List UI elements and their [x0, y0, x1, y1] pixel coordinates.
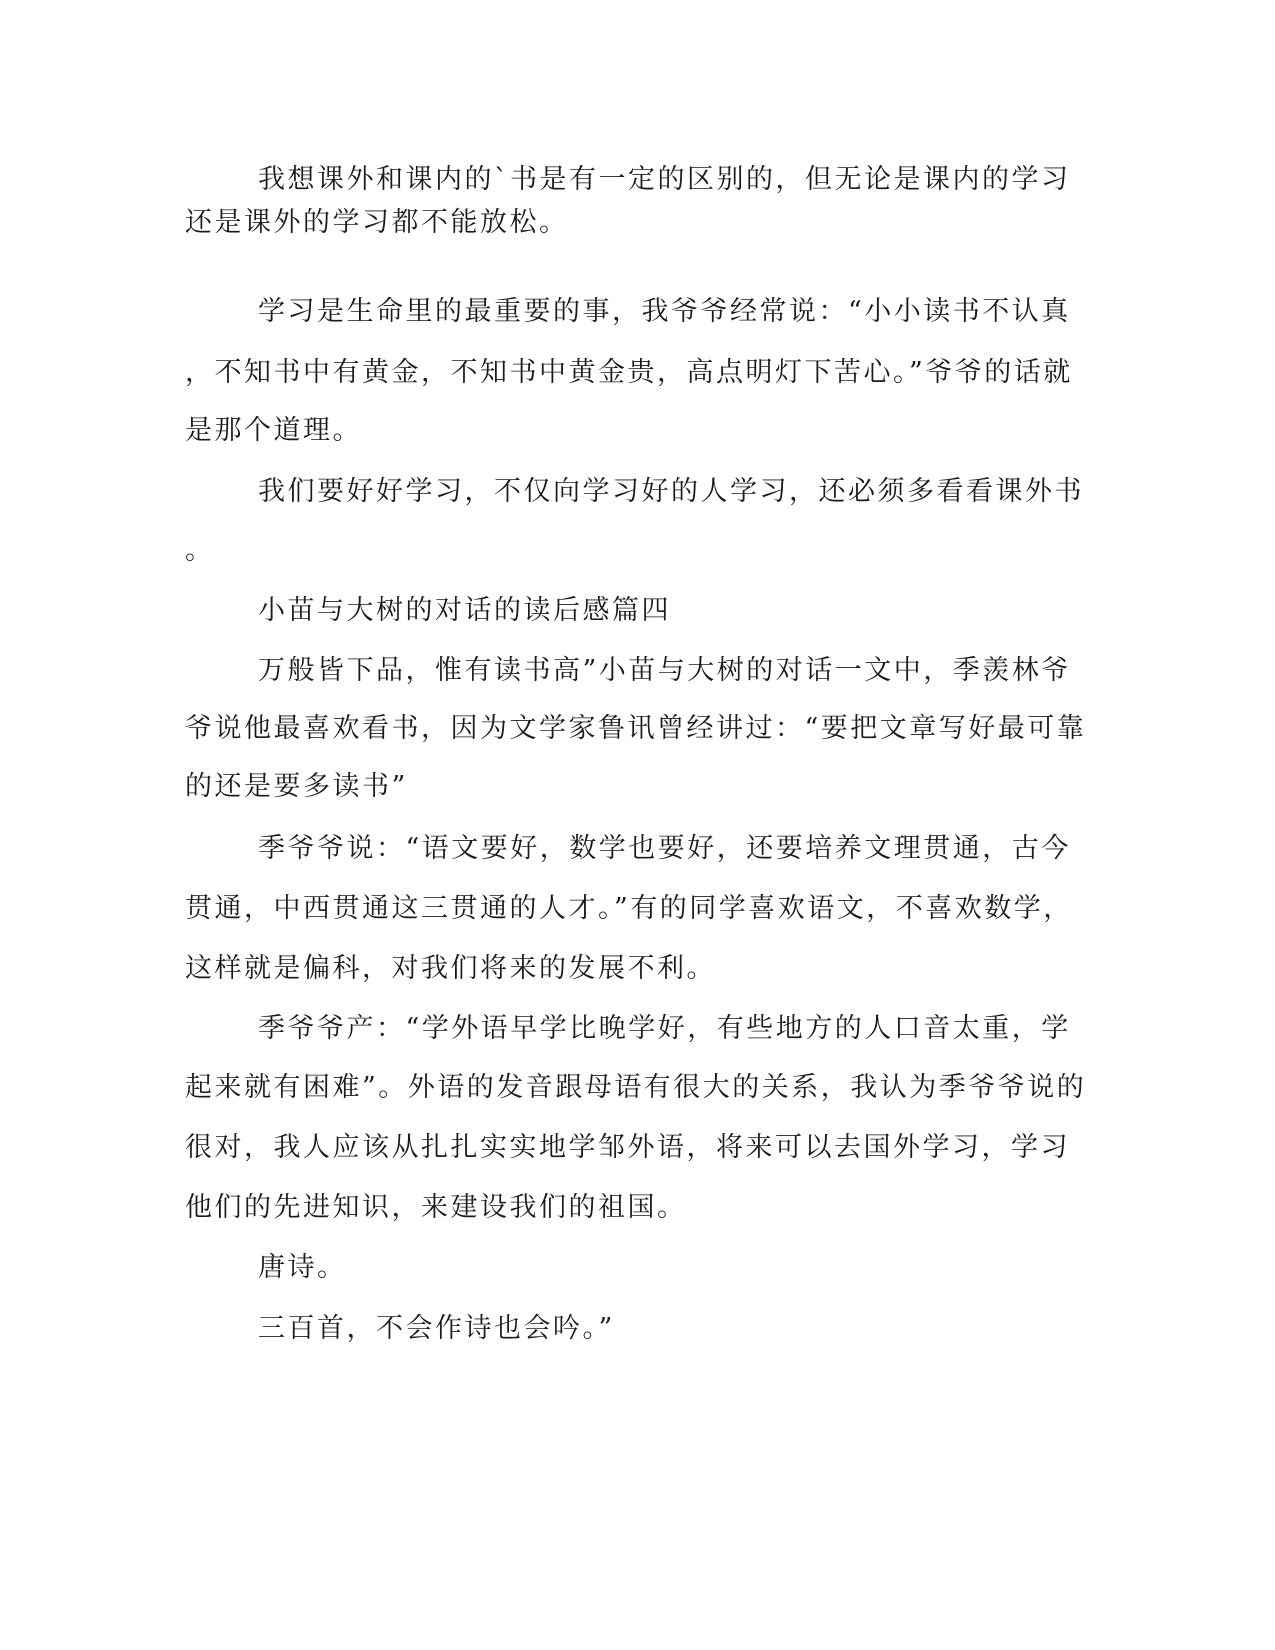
section-heading: 小苗与大树的对话的读后感篇四 [258, 595, 671, 626]
paragraph-line: ，不知书中有黄金，不知书中黄金贵，高点明灯下苦心。”爷爷的话就 [185, 357, 1073, 388]
paragraph-line: 是那个道理。 [185, 415, 362, 446]
paragraph-line: 很对，我人应该从扎扎实实地学邹外语，将来可以去国外学习，学习 [185, 1132, 1070, 1163]
paragraph-line: 唐诗。 [258, 1252, 347, 1283]
paragraph-line: 贯通，中西贯通这三贯通的人才。”有的同学喜欢语文，不喜欢数学， [185, 893, 1073, 924]
paragraph-line: 我想课外和课内的`书是有一定的区别的，但无论是课内的学习 [258, 164, 1071, 195]
paragraph-line: 学习是生命里的最重要的事，我爷爷经常说：“小小读书不认真 [258, 296, 1071, 327]
paragraph-line: 。 [185, 535, 215, 566]
paragraph-line: 的还是要多读书” [185, 771, 408, 802]
paragraph-line: 我们要好好学习，不仅向学习好的人学习，还必须多看看课外书 [258, 476, 1084, 507]
paragraph-line: 这样就是偏科，对我们将来的发展不利。 [185, 953, 716, 984]
paragraph-line: 三百首，不会作诗也会吟。” [258, 1313, 615, 1344]
paragraph-line: 他们的先进知识，来建设我们的祖国。 [185, 1192, 687, 1223]
paragraph-line: 季爷爷说：“语文要好，数学也要好，还要培养文理贯通，古今 [258, 833, 1071, 864]
paragraph-line: 爷说他最喜欢看书，因为文学家鲁讯曾经讲过：“要把文章写好最可靠 [185, 713, 1087, 744]
paragraph-line: 还是课外的学习都不能放松。 [185, 207, 569, 238]
paragraph-line: 季爷爷产：“学外语早学比晚学好，有些地方的人口音太重，学 [258, 1013, 1071, 1044]
paragraph-line: 万般皆下品，惟有读书高”小苗与大树的对话一文中，季羡林爷 [258, 655, 1071, 686]
paragraph-line: 起来就有困难”。外语的发音跟母语有很大的关系，我认为季爷爷说的 [185, 1072, 1087, 1103]
